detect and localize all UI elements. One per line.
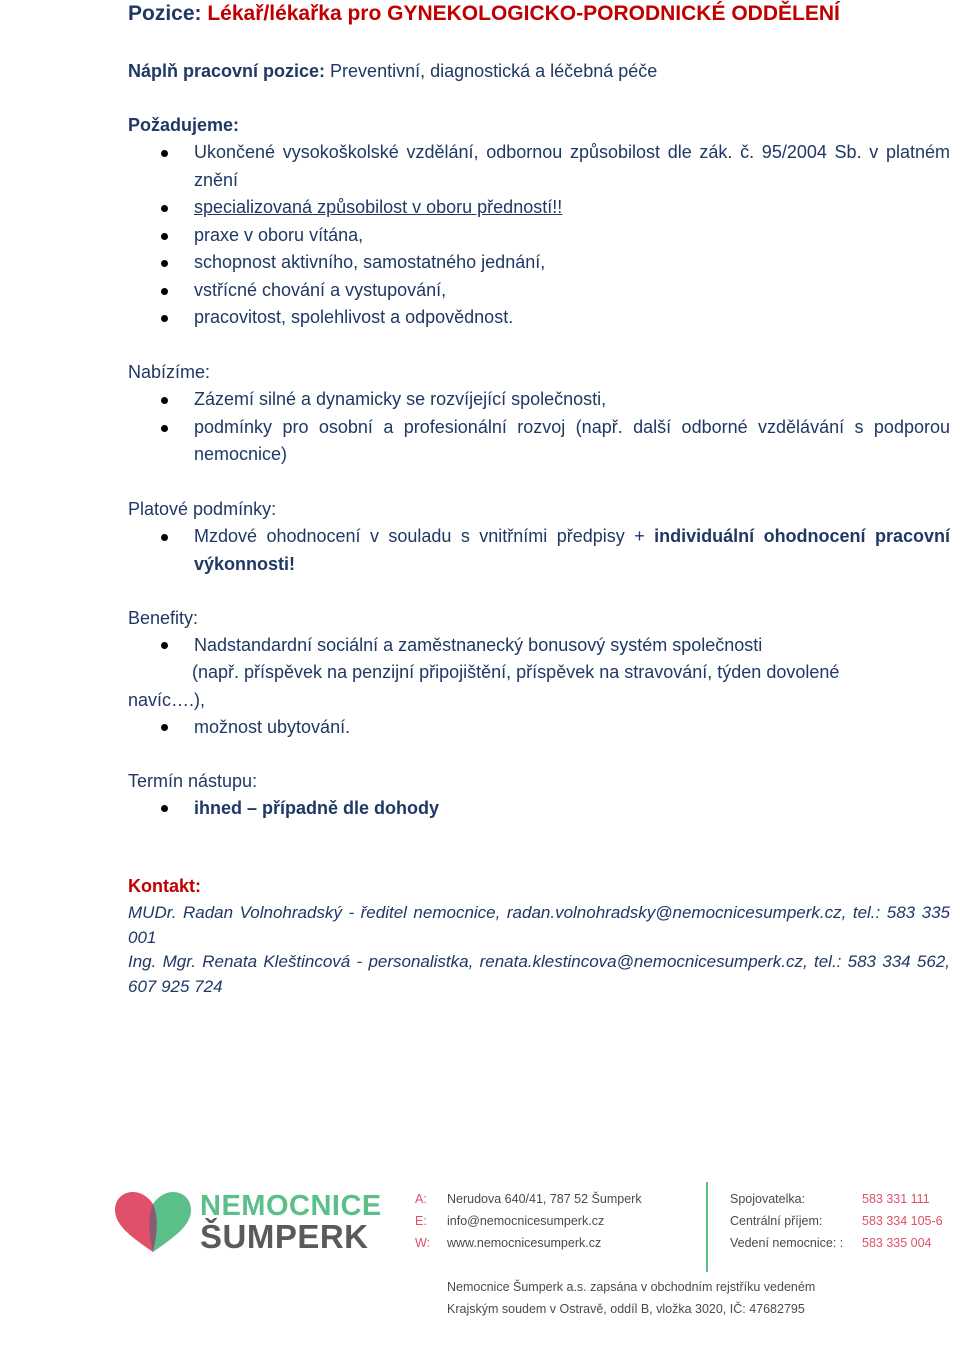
bullet-icon xyxy=(161,315,168,322)
napln-row xyxy=(128,58,657,85)
termin-heading: Termín nástupu: xyxy=(128,771,258,791)
napln-label: Náplň pracovní pozice: xyxy=(128,61,326,81)
bullet-icon xyxy=(161,150,168,157)
benefit-line-4: možnost ubytování. xyxy=(194,714,350,741)
benefity-heading: Benefity: xyxy=(128,608,199,628)
list-item: schopnost aktivního, samostatného jednání, xyxy=(128,249,950,277)
pozadujeme-list xyxy=(128,139,950,332)
benefit-line-3: navíc….), xyxy=(128,690,206,710)
registration-line-2: Krajským soudem v Ostravě, oddíl B, vložka 3020, IČ: 47682795 xyxy=(447,1302,805,1316)
title-prefix: Pozice: xyxy=(128,2,208,25)
list-item: Mzdové ohodnocení v souladu s vnitřními předpisy + individuální ohodnocení pracovní výkonnosti! xyxy=(128,523,950,578)
list-item: specializovaná způsobilost v oboru předností!! xyxy=(128,194,950,222)
bullet-icon xyxy=(161,260,168,267)
footer xyxy=(0,1170,960,1358)
address-labels: A: E: W: xyxy=(415,1192,431,1250)
kontakt-heading: Kontakt: xyxy=(128,876,201,896)
list-item: podmínky pro osobní a profesionální rozvoj (např. další odborné vzdělávání s podporou nemocnice) xyxy=(128,414,950,469)
logo-line-2: ŠUMPERK xyxy=(200,1218,369,1255)
address-values: Nerudova 640/41, 787 52 Šumperk info@nemocnicesumperk.cz www.nemocnicesumperk.cz xyxy=(447,1192,642,1250)
benefit-line-2: (např. příspěvek na penzijní připojištění, příspěvek na stravování, týden dovolené xyxy=(192,662,840,682)
title-position: Lékař/lékařka pro GYNEKOLOGICKO-PORODNICKÉ ODDĚLENÍ xyxy=(207,2,840,25)
registration-line-1: Nemocnice Šumperk a.s. zapsána v obchodním rejstříku vedeném xyxy=(447,1280,816,1294)
list-item: Zázemí silné a dynamicky se rozvíjející společnosti, xyxy=(128,386,950,414)
pozadujeme-heading: Požadujeme: xyxy=(128,115,240,135)
heart-logo-icon xyxy=(113,1190,193,1254)
bullet-icon xyxy=(161,805,168,812)
list-item: vstřícné chování a vystupování, xyxy=(128,277,950,305)
bullet-icon xyxy=(161,288,168,295)
footer-divider xyxy=(706,1182,708,1272)
bullet-icon xyxy=(161,724,168,731)
logo-line-1: NEMOCNICE xyxy=(200,1190,382,1222)
platove-list xyxy=(128,523,950,578)
termin-item: ihned – případně dle dohody xyxy=(194,795,439,822)
phone-labels: Spojovatelka: Centrální příjem: Vedení nemocnice: : xyxy=(730,1192,844,1250)
page-title xyxy=(128,2,840,26)
bullet-icon xyxy=(161,642,168,649)
napln-value: Preventivní, diagnostická a léčebná péče xyxy=(325,61,658,81)
benefit-line-1: Nadstandardní sociální a zaměstnanecký bonusový systém společnosti xyxy=(194,632,762,659)
bullet-icon xyxy=(161,397,168,404)
list-item: pracovitost, spolehlivost a odpovědnost. xyxy=(128,304,950,332)
phone-values: 583 331 111 583 334 105-6 583 335 004 xyxy=(862,1192,943,1250)
bullet-icon xyxy=(161,233,168,240)
bullet-icon xyxy=(161,205,168,212)
bullet-icon xyxy=(161,425,168,432)
nabizime-list xyxy=(128,386,950,469)
list-item: Ukončené vysokoškolské vzdělání, odbornou způsobilost dle zák. č. 95/2004 Sb. v platném znění xyxy=(128,139,950,194)
bullet-icon xyxy=(161,534,168,541)
list-item: praxe v oboru vítána, xyxy=(128,222,950,250)
platove-heading: Platové podmínky: xyxy=(128,499,277,519)
nabizime-heading: Nabízíme: xyxy=(128,362,211,382)
contact-director: MUDr. Radan Volnohradský - ředitel nemocnice, radan.volnohradsky@nemocnicesumperk.cz, tel.: 583 335 001 xyxy=(128,903,950,947)
contact-hr: Ing. Mgr. Renata Kleštincová - personalistka, renata.klestincova@nemocnicesumperk.cz, tel.: 583 334 562, 607 925 724 xyxy=(128,952,950,996)
